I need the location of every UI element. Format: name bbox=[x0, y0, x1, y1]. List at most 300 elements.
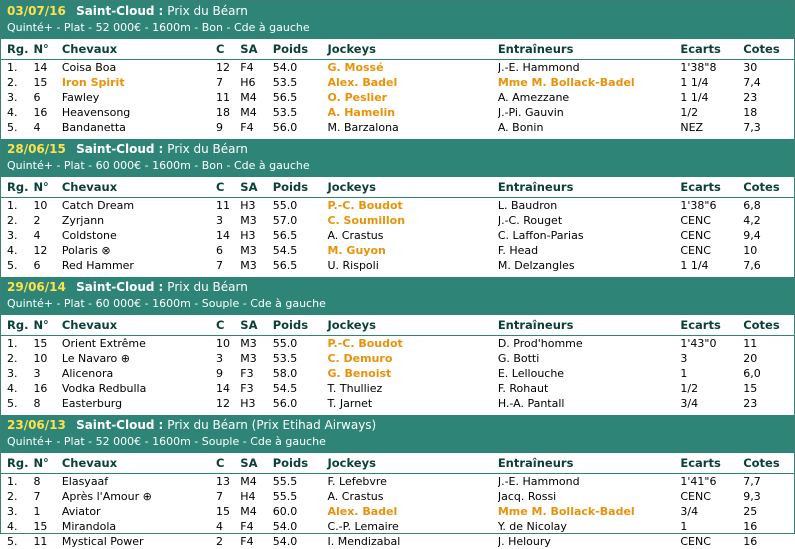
cell-number: 3 bbox=[33, 367, 41, 380]
cell-rank: 1. bbox=[7, 199, 18, 212]
table-row bbox=[1, 228, 794, 243]
cell-sa: M3 bbox=[240, 352, 257, 365]
cell-c: 11 bbox=[215, 91, 230, 104]
race-header bbox=[1, 139, 794, 177]
table-row bbox=[1, 243, 794, 258]
race-date: 29/06/14 bbox=[7, 280, 66, 294]
cell-c: 11 bbox=[215, 199, 230, 212]
table-row bbox=[1, 75, 794, 90]
cell-c: 13 bbox=[215, 475, 230, 488]
race-conditions: Quinté+ - Plat - 52 000€ - 1600m - Bon - Cde à gauche bbox=[7, 21, 310, 34]
table-row bbox=[1, 381, 794, 396]
race-header bbox=[1, 277, 794, 315]
cell-entraineur: A. Bonin bbox=[497, 121, 544, 134]
cell-cote: 7,7 bbox=[743, 475, 761, 488]
cell-entraineur: L. Baudron bbox=[497, 199, 558, 212]
cell-horse: Bandanetta bbox=[61, 121, 126, 134]
table-row bbox=[1, 336, 794, 352]
cell-number: 8 bbox=[33, 475, 41, 488]
table-row bbox=[1, 60, 794, 76]
cell-rank: 5. bbox=[7, 259, 18, 272]
cell-entraineur: H.-A. Pantall bbox=[497, 397, 565, 410]
cell-cote: 20 bbox=[743, 352, 758, 365]
column-header-rg: Rg. bbox=[1, 177, 33, 198]
cell-entraineur: Jacq. Rossi bbox=[497, 490, 557, 503]
cell-c: 12 bbox=[215, 397, 230, 410]
race-name: Prix du Béarn bbox=[167, 4, 248, 18]
cell-rank: 3. bbox=[7, 505, 18, 518]
cell-sa: H3 bbox=[240, 229, 256, 242]
cell-rank: 3. bbox=[7, 229, 18, 242]
cell-cote: 7,6 bbox=[743, 259, 761, 272]
cell-c: 14 bbox=[215, 229, 230, 242]
table-row bbox=[1, 213, 794, 228]
cell-poids: 54.5 bbox=[272, 382, 298, 395]
cell-c: 10 bbox=[215, 337, 230, 350]
column-header-num: N° bbox=[33, 315, 61, 336]
column-header-ecarts: Ecarts bbox=[680, 39, 743, 60]
runners-header-row bbox=[1, 39, 794, 60]
cell-number: 14 bbox=[33, 61, 48, 74]
cell-c: 15 bbox=[215, 505, 230, 518]
race-name: Prix du Béarn bbox=[167, 142, 248, 156]
cell-poids: 56.5 bbox=[272, 229, 298, 242]
cell-rank: 2. bbox=[7, 352, 18, 365]
column-header-entraineurs: Entraîneurs bbox=[498, 315, 681, 336]
cell-entraineur: J.-E. Hammond bbox=[497, 475, 580, 488]
cell-ecart: 3/4 bbox=[680, 505, 699, 518]
cell-rank: 3. bbox=[7, 91, 18, 104]
cell-ecart: 3/4 bbox=[680, 397, 699, 410]
cell-sa: M4 bbox=[240, 505, 257, 518]
race-title-separator bbox=[66, 142, 76, 156]
cell-ecart: CENC bbox=[680, 490, 711, 503]
column-header-sa: SA bbox=[240, 177, 272, 198]
cell-rank: 1. bbox=[7, 337, 18, 350]
column-header-jockeys: Jockeys bbox=[327, 39, 497, 60]
cell-poids: 58.0 bbox=[272, 367, 298, 380]
cell-jockey: I. Mendizabal bbox=[327, 535, 401, 548]
column-header-entraineurs: Entraîneurs bbox=[498, 453, 681, 474]
cell-ecart: 1'43"0 bbox=[680, 337, 717, 350]
column-header-rg: Rg. bbox=[1, 39, 33, 60]
cell-ecart: 1'38"8 bbox=[680, 61, 717, 74]
table-row bbox=[1, 534, 794, 549]
cell-horse: Après l'Amour ⊕ bbox=[61, 490, 152, 503]
race-header-title bbox=[7, 4, 788, 19]
cell-sa: F4 bbox=[240, 520, 254, 533]
races-container bbox=[1, 1, 794, 549]
cell-rank: 4. bbox=[7, 244, 18, 257]
cell-entraineur: G. Botti bbox=[497, 352, 540, 365]
cell-c: 12 bbox=[215, 61, 230, 74]
cell-sa: M4 bbox=[240, 475, 257, 488]
cell-ecart: NEZ bbox=[680, 121, 704, 134]
cell-sa: H3 bbox=[240, 397, 256, 410]
cell-sa: F4 bbox=[240, 61, 254, 74]
cell-poids: 53.5 bbox=[272, 352, 298, 365]
cell-poids: 55.0 bbox=[272, 337, 298, 350]
cell-cote: 6,8 bbox=[743, 199, 761, 212]
cell-sa: M4 bbox=[240, 91, 257, 104]
column-header-c: C bbox=[216, 39, 240, 60]
table-row bbox=[1, 258, 794, 273]
cell-number: 10 bbox=[33, 352, 48, 365]
cell-cote: 23 bbox=[743, 91, 758, 104]
race-conditions: Quinté+ - Plat - 60 000€ - 1600m - Bon - Cde à gauche bbox=[7, 159, 310, 172]
cell-horse: Elasyaaf bbox=[61, 475, 109, 488]
cell-ecart: 1 bbox=[680, 520, 688, 533]
table-row bbox=[1, 351, 794, 366]
cell-number: 4 bbox=[33, 229, 41, 242]
cell-c: 7 bbox=[215, 76, 223, 89]
column-header-ecarts: Ecarts bbox=[680, 177, 743, 198]
column-header-horse: Chevaux bbox=[62, 39, 216, 60]
cell-number: 12 bbox=[33, 244, 48, 257]
column-header-poids: Poids bbox=[273, 453, 328, 474]
cell-poids: 53.5 bbox=[272, 76, 298, 89]
column-header-rg: Rg. bbox=[1, 453, 33, 474]
cell-jockey: M. Barzalona bbox=[327, 121, 399, 134]
cell-ecart: 1 1/4 bbox=[680, 91, 709, 104]
cell-c: 18 bbox=[215, 106, 230, 119]
cell-horse: Heavensong bbox=[61, 106, 131, 119]
cell-sa: M3 bbox=[240, 259, 257, 272]
cell-number: 16 bbox=[33, 382, 48, 395]
cell-jockey: C.-P. Lemaire bbox=[327, 520, 399, 533]
cell-c: 7 bbox=[215, 259, 223, 272]
table-row bbox=[1, 504, 794, 519]
cell-jockey: Alex. Badel bbox=[327, 76, 398, 89]
cell-horse: Coisa Boa bbox=[61, 61, 117, 74]
cell-sa: M3 bbox=[240, 214, 257, 227]
cell-number: 4 bbox=[33, 121, 41, 134]
column-header-sa: SA bbox=[240, 315, 272, 336]
cell-rank: 4. bbox=[7, 382, 18, 395]
cell-number: 15 bbox=[33, 337, 48, 350]
race-header-title bbox=[7, 418, 788, 433]
race-name: Prix du Béarn bbox=[167, 280, 248, 294]
cell-cote: 15 bbox=[743, 382, 758, 395]
runners-table bbox=[1, 453, 794, 549]
cell-cote: 16 bbox=[743, 520, 758, 533]
cell-poids: 55.0 bbox=[272, 199, 298, 212]
cell-entraineur: J.-C. Rouget bbox=[497, 214, 563, 227]
cell-number: 6 bbox=[33, 91, 41, 104]
cell-jockey: C. Soumillon bbox=[327, 214, 406, 227]
column-header-poids: Poids bbox=[273, 177, 328, 198]
cell-poids: 54.0 bbox=[272, 520, 298, 533]
cell-sa: F4 bbox=[240, 535, 254, 548]
cell-horse: Le Navaro ⊕ bbox=[61, 352, 130, 365]
race-block bbox=[1, 415, 794, 549]
cell-cote: 25 bbox=[743, 505, 758, 518]
column-header-cotes: Cotes bbox=[743, 39, 794, 60]
cell-jockey: G. Benoist bbox=[327, 367, 392, 380]
cell-number: 16 bbox=[33, 106, 48, 119]
cell-cote: 11 bbox=[743, 337, 758, 350]
cell-poids: 55.5 bbox=[272, 475, 298, 488]
column-header-entraineurs: Entraîneurs bbox=[498, 39, 681, 60]
cell-rank: 2. bbox=[7, 490, 18, 503]
table-row bbox=[1, 396, 794, 411]
table-row bbox=[1, 198, 794, 214]
cell-number: 6 bbox=[33, 259, 41, 272]
cell-rank: 1. bbox=[7, 475, 18, 488]
cell-horse: Mirandola bbox=[61, 520, 117, 533]
cell-c: 4 bbox=[215, 520, 223, 533]
race-conditions: Quinté+ - Plat - 52 000€ - 1600m - Souple - Cde à gauche bbox=[7, 435, 326, 448]
race-track: Saint-Cloud bbox=[76, 4, 155, 18]
cell-number: 8 bbox=[33, 397, 41, 410]
race-title-colon: : bbox=[158, 4, 164, 18]
cell-cote: 30 bbox=[743, 61, 758, 74]
cell-horse: Zyrjann bbox=[61, 214, 105, 227]
column-header-num: N° bbox=[33, 453, 61, 474]
table-row bbox=[1, 519, 794, 534]
cell-c: 9 bbox=[215, 121, 223, 134]
cell-entraineur: Mme M. Bollack-Badel bbox=[497, 76, 635, 89]
race-block bbox=[1, 139, 794, 273]
cell-rank: 4. bbox=[7, 520, 18, 533]
cell-ecart: 1 1/4 bbox=[680, 76, 709, 89]
race-track: Saint-Cloud bbox=[76, 418, 155, 432]
cell-ecart: CENC bbox=[680, 214, 711, 227]
race-title-colon: : bbox=[158, 280, 164, 294]
cell-jockey: T. Jarnet bbox=[327, 397, 373, 410]
cell-horse: Orient Extrême bbox=[61, 337, 146, 350]
cell-c: 3 bbox=[215, 214, 223, 227]
cell-entraineur: Y. de Nicolay bbox=[497, 520, 567, 533]
race-title-separator bbox=[66, 280, 76, 294]
cell-rank: 2. bbox=[7, 214, 18, 227]
cell-horse: Easterburg bbox=[61, 397, 123, 410]
cell-rank: 4. bbox=[7, 106, 18, 119]
cell-sa: M3 bbox=[240, 337, 257, 350]
cell-jockey: Alex. Badel bbox=[327, 505, 398, 518]
cell-poids: 54.0 bbox=[272, 61, 298, 74]
cell-cote: 7,3 bbox=[743, 121, 761, 134]
runners-header-row bbox=[1, 177, 794, 198]
cell-sa: M4 bbox=[240, 106, 257, 119]
table-row bbox=[1, 90, 794, 105]
cell-cote: 9,4 bbox=[743, 229, 761, 242]
runners-header-row bbox=[1, 453, 794, 474]
race-header bbox=[1, 415, 794, 453]
cell-sa: H4 bbox=[240, 490, 256, 503]
cell-horse: Aviator bbox=[61, 505, 101, 518]
cell-rank: 2. bbox=[7, 76, 18, 89]
runners-table bbox=[1, 39, 794, 135]
cell-sa: F3 bbox=[240, 367, 254, 380]
race-block bbox=[1, 1, 794, 135]
column-header-c: C bbox=[216, 315, 240, 336]
cell-ecart: 1'41"6 bbox=[680, 475, 717, 488]
race-title-separator bbox=[66, 418, 76, 432]
column-header-entraineurs: Entraîneurs bbox=[498, 177, 681, 198]
cell-cote: 6,0 bbox=[743, 367, 761, 380]
cell-poids: 57.0 bbox=[272, 214, 298, 227]
cell-jockey: A. Hamelin bbox=[327, 106, 396, 119]
cell-entraineur: C. Laffon-Parias bbox=[497, 229, 584, 242]
cell-horse: Iron Spirit bbox=[61, 76, 125, 89]
cell-ecart: CENC bbox=[680, 244, 711, 257]
cell-poids: 55.5 bbox=[272, 490, 298, 503]
cell-poids: 54.5 bbox=[272, 244, 298, 257]
cell-ecart: 3 bbox=[680, 352, 688, 365]
column-header-poids: Poids bbox=[273, 39, 328, 60]
cell-horse: Catch Dream bbox=[61, 199, 135, 212]
cell-jockey: P.-C. Boudot bbox=[327, 199, 403, 212]
column-header-num: N° bbox=[33, 39, 61, 60]
column-header-cotes: Cotes bbox=[743, 315, 794, 336]
cell-sa: M3 bbox=[240, 244, 257, 257]
race-track: Saint-Cloud bbox=[76, 280, 155, 294]
cell-cote: 16 bbox=[743, 535, 758, 548]
race-track: Saint-Cloud bbox=[76, 142, 155, 156]
column-header-c: C bbox=[216, 453, 240, 474]
cell-jockey: O. Peslier bbox=[327, 91, 388, 104]
cell-cote: 4,2 bbox=[743, 214, 761, 227]
cell-jockey: A. Crastus bbox=[327, 490, 384, 503]
cell-horse: Fawley bbox=[61, 91, 100, 104]
cell-jockey: G. Mossé bbox=[327, 61, 384, 74]
column-header-sa: SA bbox=[240, 39, 272, 60]
table-row bbox=[1, 120, 794, 135]
cell-number: 1 bbox=[33, 505, 41, 518]
cell-poids: 56.5 bbox=[272, 91, 298, 104]
cell-entraineur: J. Heloury bbox=[497, 535, 551, 548]
cell-horse: Mystical Power bbox=[61, 535, 144, 548]
cell-number: 2 bbox=[33, 214, 41, 227]
runners-header-row bbox=[1, 315, 794, 336]
cell-entraineur: F. Head bbox=[497, 244, 539, 257]
race-name: Prix du Béarn (Prix Etihad Airways) bbox=[167, 418, 377, 432]
cell-horse: Vodka Redbulla bbox=[61, 382, 147, 395]
column-header-ecarts: Ecarts bbox=[680, 315, 743, 336]
cell-jockey: F. Lefebvre bbox=[327, 475, 387, 488]
column-header-num: N° bbox=[33, 177, 61, 198]
cell-ecart: CENC bbox=[680, 229, 711, 242]
cell-ecart: 1/2 bbox=[680, 106, 699, 119]
cell-poids: 54.0 bbox=[272, 535, 298, 548]
runners-table bbox=[1, 177, 794, 273]
race-title-colon: : bbox=[158, 142, 164, 156]
cell-cote: 23 bbox=[743, 397, 758, 410]
column-header-cotes: Cotes bbox=[743, 453, 794, 474]
column-header-horse: Chevaux bbox=[62, 315, 216, 336]
runners-table bbox=[1, 315, 794, 411]
cell-entraineur: M. Delzangles bbox=[497, 259, 575, 272]
cell-ecart: CENC bbox=[680, 535, 711, 548]
cell-jockey: A. Crastus bbox=[327, 229, 384, 242]
cell-ecart: 1 bbox=[680, 367, 688, 380]
cell-rank: 1. bbox=[7, 61, 18, 74]
cell-number: 10 bbox=[33, 199, 48, 212]
race-header-title bbox=[7, 142, 788, 157]
cell-jockey: C. Demuro bbox=[327, 352, 393, 365]
cell-c: 2 bbox=[215, 535, 223, 548]
cell-horse: Polaris ⊗ bbox=[61, 244, 111, 257]
race-header-title bbox=[7, 280, 788, 295]
race-date: 23/06/13 bbox=[7, 418, 66, 432]
race-block bbox=[1, 277, 794, 411]
cell-c: 9 bbox=[215, 367, 223, 380]
cell-entraineur: J.-E. Hammond bbox=[497, 61, 580, 74]
cell-horse: Alicenora bbox=[61, 367, 114, 380]
cell-entraineur: Mme M. Bollack-Badel bbox=[497, 505, 635, 518]
race-date: 03/07/16 bbox=[7, 4, 66, 18]
cell-sa: H6 bbox=[240, 76, 256, 89]
table-row bbox=[1, 489, 794, 504]
cell-poids: 53.5 bbox=[272, 106, 298, 119]
cell-poids: 56.0 bbox=[272, 121, 298, 134]
cell-sa: F3 bbox=[240, 382, 254, 395]
column-header-jockeys: Jockeys bbox=[327, 315, 497, 336]
cell-entraineur: E. Lellouche bbox=[497, 367, 565, 380]
cell-c: 7 bbox=[215, 490, 223, 503]
column-header-ecarts: Ecarts bbox=[680, 453, 743, 474]
cell-cote: 18 bbox=[743, 106, 758, 119]
cell-ecart: 1 1/4 bbox=[680, 259, 709, 272]
column-header-c: C bbox=[216, 177, 240, 198]
cell-jockey: U. Rispoli bbox=[327, 259, 379, 272]
race-title-colon: : bbox=[158, 418, 164, 432]
cell-jockey: P.-C. Boudot bbox=[327, 337, 403, 350]
cell-jockey: M. Guyon bbox=[327, 244, 386, 257]
cell-poids: 56.5 bbox=[272, 259, 298, 272]
column-header-horse: Chevaux bbox=[62, 177, 216, 198]
race-date: 28/06/15 bbox=[7, 142, 66, 156]
cell-number: 7 bbox=[33, 490, 41, 503]
column-header-jockeys: Jockeys bbox=[327, 177, 497, 198]
cell-poids: 56.0 bbox=[272, 397, 298, 410]
cell-horse: Red Hammer bbox=[61, 259, 134, 272]
race-title-separator bbox=[66, 4, 76, 18]
column-header-cotes: Cotes bbox=[743, 177, 794, 198]
table-row bbox=[1, 105, 794, 120]
column-header-sa: SA bbox=[240, 453, 272, 474]
cell-rank: 3. bbox=[7, 367, 18, 380]
race-conditions: Quinté+ - Plat - 60 000€ - 1600m - Souple - Cde à gauche bbox=[7, 297, 326, 310]
cell-ecart: 1'38"6 bbox=[680, 199, 717, 212]
cell-number: 15 bbox=[33, 520, 48, 533]
cell-c: 3 bbox=[215, 352, 223, 365]
cell-number: 15 bbox=[33, 76, 48, 89]
cell-rank: 5. bbox=[7, 397, 18, 410]
cell-sa: H3 bbox=[240, 199, 256, 212]
column-header-jockeys: Jockeys bbox=[327, 453, 497, 474]
cell-number: 11 bbox=[33, 535, 48, 548]
cell-entraineur: D. Prod'homme bbox=[497, 337, 583, 350]
cell-sa: F4 bbox=[240, 121, 254, 134]
cell-c: 14 bbox=[215, 382, 230, 395]
cell-entraineur: F. Rohaut bbox=[497, 382, 549, 395]
cell-cote: 10 bbox=[743, 244, 758, 257]
cell-rank: 5. bbox=[7, 121, 18, 134]
cell-poids: 60.0 bbox=[272, 505, 298, 518]
cell-rank: 5. bbox=[7, 535, 18, 548]
cell-jockey: T. Thulliez bbox=[327, 382, 383, 395]
cell-horse: Coldstone bbox=[61, 229, 117, 242]
cell-c: 6 bbox=[215, 244, 223, 257]
cell-cote: 7,4 bbox=[743, 76, 761, 89]
cell-entraineur: A. Amezzane bbox=[497, 91, 570, 104]
column-header-horse: Chevaux bbox=[62, 453, 216, 474]
cell-cote: 9,3 bbox=[743, 490, 761, 503]
race-header bbox=[1, 1, 794, 39]
column-header-rg: Rg. bbox=[1, 315, 33, 336]
